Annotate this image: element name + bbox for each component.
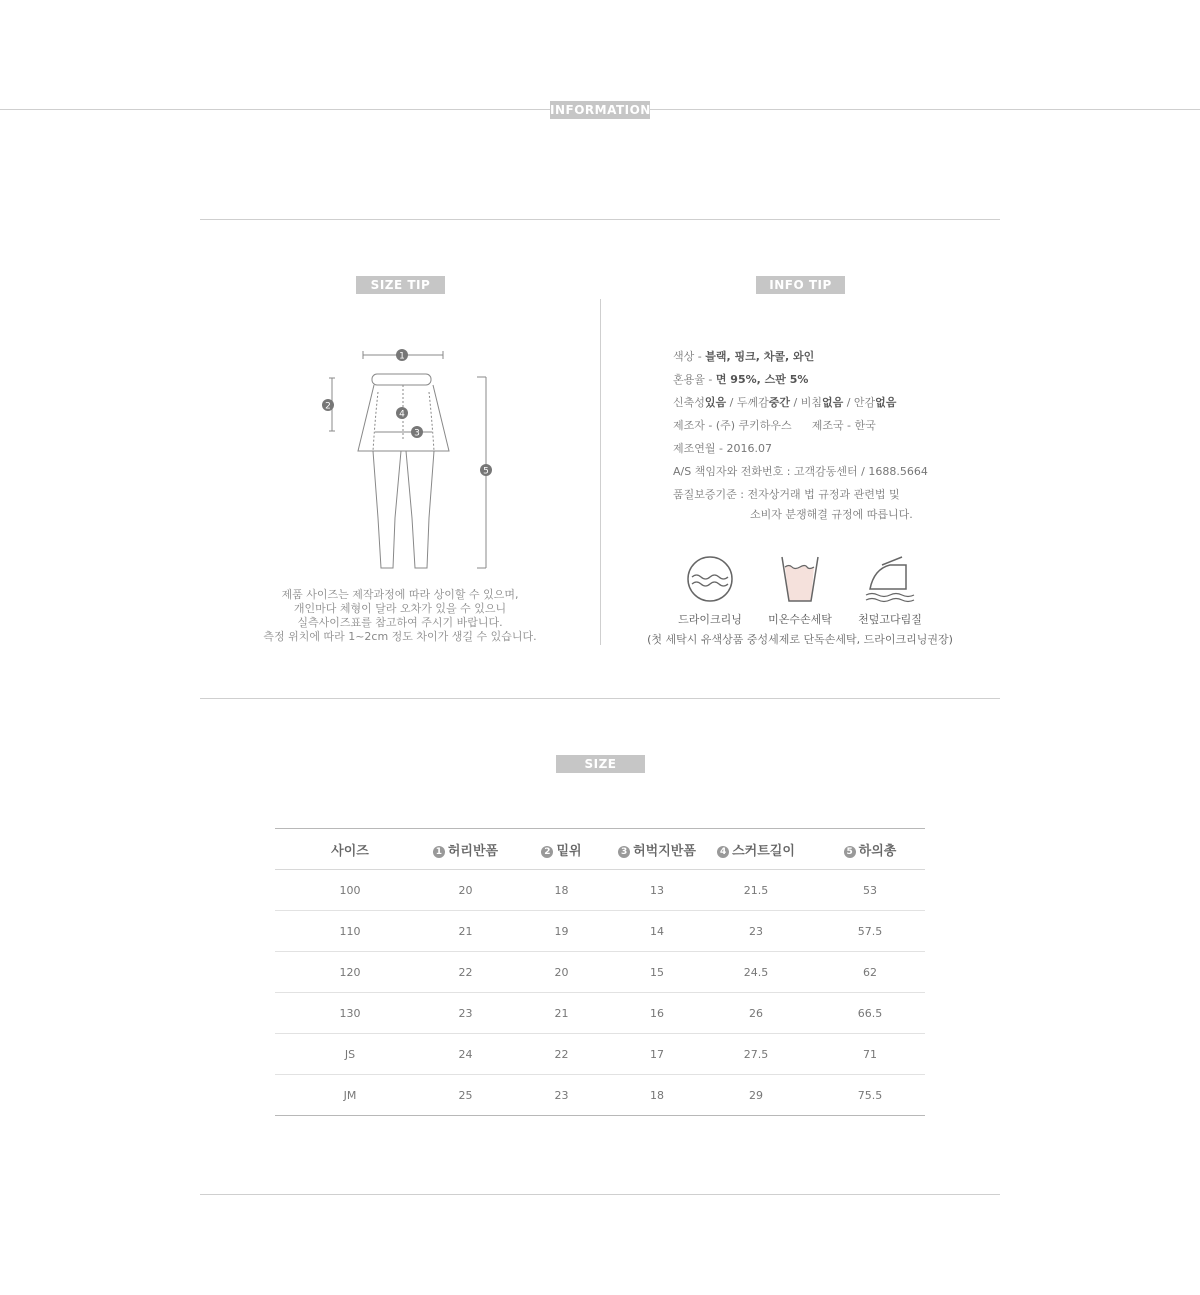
info-blend: 혼용율 - 면 95%, 스판 5% [673,373,809,386]
info-maker: 제조자 - (주) 쿠키하우스 제조국 - 한국 [673,419,876,432]
iron-with-cloth-icon [862,553,918,605]
measure-number-badge: 5 [844,846,856,858]
table-cell: 24 [425,1034,506,1075]
size-note-line: 측정 위치에 따라 1~2cm 정도 차이가 생길 수 있습니다. [263,630,537,643]
size-tip-notes [240,588,560,644]
table-cell: 75.5 [815,1075,925,1116]
bottom-rule [200,1194,1000,1195]
care-label: 천덮고다림질 [858,613,922,626]
measure-marker-3 [411,426,423,439]
table-cell: 20 [506,952,617,993]
table-cell: 18 [506,870,617,911]
table-cell: 15 [617,952,697,993]
care-hand-wash [750,553,850,627]
table-cell: 25 [425,1075,506,1116]
svg-text:3: 3 [414,428,420,439]
size-note-line: 실측사이즈표를 참고하여 주시기 바랍니다. [297,616,503,629]
table-cell: 20 [425,870,506,911]
info-fabric-features: 신축성있음 / 두께감중간 / 비침없음 / 안감없음 [673,396,897,409]
size-tag: SIZE [556,755,645,773]
table-cell: 120 [275,952,425,993]
section-rule-1 [200,219,1000,220]
care-note: (첫 세탁시 유색상품 중성세제로 단독손세탁, 드라이크리닝권장) [647,633,953,646]
measure-number-badge: 2 [541,846,553,858]
table-cell: 110 [275,911,425,952]
table-cell: 27.5 [697,1034,815,1075]
table-row [275,870,925,911]
header-skirt-length: 4 스커트길이 [697,829,815,870]
table-cell: 29 [697,1075,815,1116]
care-label: 미온수손세탁 [768,613,832,626]
dry-clean-icon [685,553,735,605]
table-cell: 23 [506,1075,617,1116]
size-table-header [275,829,925,870]
table-row [275,1034,925,1075]
header-waist: 1 허리반폼 [425,829,506,870]
info-as-contact: A/S 책임자와 전화번호 : 고객감동센터 / 1688.5664 [673,465,928,478]
table-cell: 14 [617,911,697,952]
table-cell: 21 [506,993,617,1034]
table-cell: 22 [425,952,506,993]
header-rise: 2 밑위 [506,829,617,870]
care-label: 드라이크리닝 [678,613,742,626]
table-cell: 18 [617,1075,697,1116]
column-divider [600,299,601,645]
lukewarm-hand-wash-icon [775,553,825,605]
svg-text:5: 5 [483,466,489,477]
leggings-skirt-diagram [315,340,505,580]
table-cell: 23 [697,911,815,952]
measure-marker-4 [396,407,408,420]
info-color: 색상 - 블랙, 핑크, 차콜, 와인 [673,350,815,363]
measure-marker-5 [480,464,492,477]
table-cell: 17 [617,1034,697,1075]
table-cell: 16 [617,993,697,1034]
header-total-length: 5 하의총 [815,829,925,870]
svg-text:2: 2 [325,401,331,412]
care-dry-clean [660,553,760,627]
table-cell: 23 [425,993,506,1034]
table-cell: 19 [506,911,617,952]
measure-number-badge: 4 [717,846,729,858]
table-cell: JM [275,1075,425,1116]
size-table [275,828,925,1116]
size-note-line: 개인마다 체형이 달라 오차가 있을 수 있으니 [293,602,507,615]
section-rule-2 [200,698,1000,699]
table-cell: 71 [815,1034,925,1075]
info-quality-1: 품질보증기준 : 전자상거래 법 규정과 관련법 및 [673,488,900,501]
information-tag: INFORMATION [550,103,651,117]
table-cell: 130 [275,993,425,1034]
header-thigh: 3 허벅지반폼 [617,829,697,870]
svg-text:1: 1 [399,351,405,362]
measure-number-badge: 1 [433,846,445,858]
table-cell: 66.5 [815,993,925,1034]
care-iron [840,553,940,627]
table-cell: 53 [815,870,925,911]
table-cell: 26 [697,993,815,1034]
table-row [275,1075,925,1116]
table-row [275,911,925,952]
info-quality-2: 소비자 분쟁해결 규정에 따릅니다. [750,508,913,521]
table-cell: 100 [275,870,425,911]
info-list [673,348,928,529]
size-tip-tag: SIZE TIP [356,276,445,294]
table-cell: 24.5 [697,952,815,993]
table-cell: 21.5 [697,870,815,911]
table-cell: 21 [425,911,506,952]
measure-number-badge: 3 [618,846,630,858]
size-note-line: 제품 사이즈는 제작과정에 따라 상이할 수 있으며, [281,588,519,601]
table-row [275,952,925,993]
info-tip-tag: INFO TIP [756,276,845,294]
info-date: 제조연월 - 2016.07 [673,442,772,455]
svg-text:4: 4 [399,409,405,420]
table-cell: 62 [815,952,925,993]
table-row [275,993,925,1034]
header-size: 사이즈 [275,829,425,870]
table-cell: 22 [506,1034,617,1075]
measure-marker-1 [396,349,408,362]
table-cell: JS [275,1034,425,1075]
table-cell: 57.5 [815,911,925,952]
table-cell: 13 [617,870,697,911]
